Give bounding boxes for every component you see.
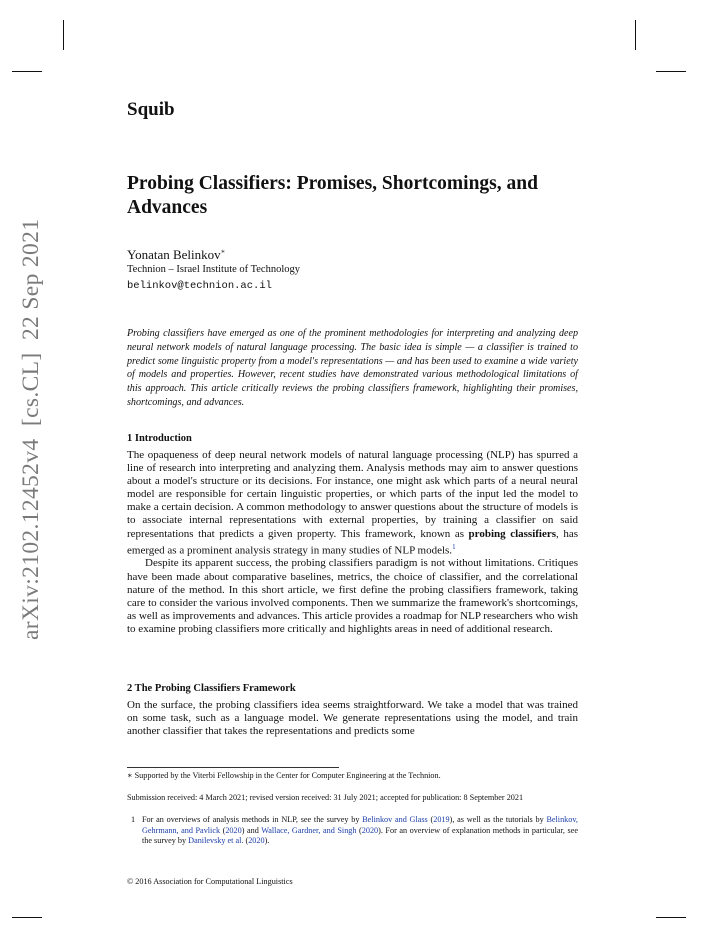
- author-footnote: ∗ Supported by the Viterbi Fellowship in the Center for Computer Engineering at the Technion.: [127, 771, 441, 780]
- citation-link[interactable]: Wallace, Gardner, and Singh: [261, 825, 357, 835]
- arxiv-side-stamp: arXiv:2102.12452v4 [cs.CL] 22 Sep 2021: [18, 218, 44, 640]
- citation-link[interactable]: Belinkov and Glass: [362, 815, 428, 824]
- author-affiliation: Technion – Israel Institute of Technology: [127, 264, 300, 275]
- citation-year-link[interactable]: 2020: [248, 836, 265, 846]
- paragraph: Despite its apparent success, the probing classifiers paradigm is not without limitations. Critiques have been made about comparative baselines, metrics, the choice of classifier, and the correlational nature of the method. In this short article, we first define the probing classifiers framework, taking care to consider the various involved components. Then we summarize the framework's shortcomings, as well as improvements and advances. This article provides a roadmap for NLP researchers who wish to examine probing classifiers more critically and highlights areas in need of additional research.: [127, 557, 578, 635]
- paragraph: The opaqueness of deep neural network models of natural language processing (NLP) has spurred a line of research into interpreting and analyzing them. Analysis methods may aim to answer questions about a model's structure or its decisions. For instance, one might ask which parts of a neural neural model are responsible for certain linguistic properties, or which parts of the input led the model to make a certain decision. A common methodology to answer questions about the structure of models is to associate internal representations with external properties, by training a classifier on said representations that predicts a given property. This framework, known as probing classifiers, has emerged as a prominent analysis strategy in many studies of NLP models.$^1$: [127, 449, 578, 557]
- crop-mark-right-lower: [656, 917, 686, 918]
- crop-mark-top-left: [63, 20, 64, 50]
- section-body: [127, 449, 578, 636]
- citation-link[interactable]: Danilevsky et al.: [188, 836, 244, 846]
- crop-mark-left-upper: [12, 71, 42, 72]
- paragraph: On the surface, the probing classifiers idea seems straightforward. We take a model that was trained on some task, such as a language model. We generate representations using the model, and train another classifier that takes the representations and predicts some: [127, 699, 578, 738]
- crop-mark-left-lower: [12, 917, 42, 918]
- author-name: Yonatan Belinkov∗: [127, 247, 226, 262]
- paper-title: Probing Classifiers: Promises, Shortcomings, and Advances: [127, 173, 538, 218]
- citation-link[interactable]: Belinkov, Gehrmann, and Pavlick: [142, 815, 578, 835]
- citation-year-link[interactable]: 2020: [361, 825, 379, 835]
- abstract: Probing classifiers have emerged as one of the prominent methodologies for interpreting and analyzing deep neural network models of natural language processing. The basic idea is simple — a classifier is trained to predict some linguistic property from a model's representations — and has been used to examine a wide variety of models and properties. However, recent studies have demonstrated various methodological limitations of this approach. This article critically reviews the probing classifiers framework, highlighting their promises, shortcomings, and advances.: [127, 328, 578, 408]
- footnote-text: For an overviews of analysis methods in NLP, see the survey by Belinkov and Glass (2019), as well as the tutorials by Belinkov, Gehrmann, and Pavlick (2020) and Wallace, Gardner, and Singh (2020). For an overview of explanation methods in particular, see the survey by Danilevsky et al. (2020).: [142, 815, 578, 846]
- citation-year-link[interactable]: 2020: [225, 825, 242, 835]
- author-email: belinkov@technion.ac.il: [127, 280, 272, 292]
- section-heading: 2 The Probing Classifiers Framework: [127, 683, 296, 694]
- author-footnote-mark: ∗: [220, 247, 226, 256]
- article-type: Squib: [127, 99, 175, 120]
- submission-info: Submission received: 4 March 2021; revised version received: 31 July 2021; accepted for publication: 8 September 2021: [127, 793, 524, 802]
- crop-mark-top-right: [635, 20, 636, 50]
- footnote-link-1[interactable]: 1: [452, 542, 456, 551]
- citation-year-link[interactable]: 2019: [433, 815, 450, 824]
- section-heading: 1 Introduction: [127, 433, 192, 444]
- footnote-rule: [127, 767, 339, 768]
- footnote-1: [127, 815, 578, 849]
- footnote-number: 1: [131, 815, 136, 824]
- section-intro: [127, 433, 578, 636]
- section-framework: [127, 683, 578, 738]
- copyright-notice: © 2016 Association for Computational Linguistics: [127, 877, 293, 886]
- crop-mark-right-upper: [656, 71, 686, 72]
